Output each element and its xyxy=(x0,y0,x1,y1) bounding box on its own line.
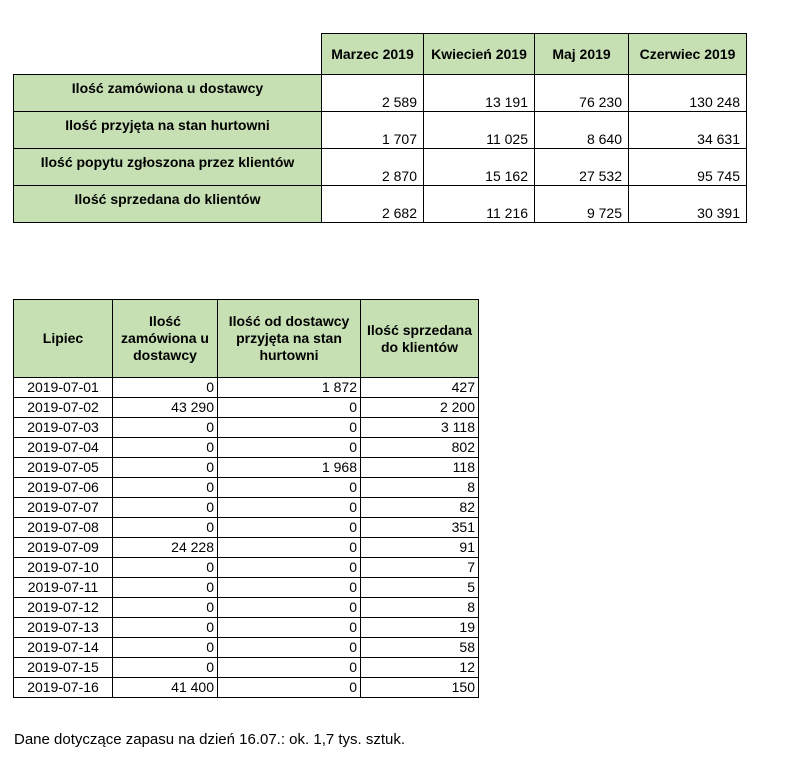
row-label: Ilość przyjęta na stan hurtowni xyxy=(14,112,322,149)
date-cell: 2019-07-04 xyxy=(14,438,113,458)
table-row xyxy=(14,558,479,578)
value-cell: 58 xyxy=(361,638,479,658)
value-cell: 8 xyxy=(361,598,479,618)
table-row xyxy=(14,418,479,438)
value-cell: 0 xyxy=(113,438,218,458)
value-cell: 130 248 xyxy=(629,75,747,112)
value-cell: 19 xyxy=(361,618,479,638)
table-row xyxy=(14,438,479,458)
value-cell: 13 191 xyxy=(424,75,535,112)
column-header: Czerwiec 2019 xyxy=(629,34,747,75)
value-cell: 41 400 xyxy=(113,678,218,698)
table-row xyxy=(14,458,479,478)
summary-row xyxy=(14,112,747,149)
table-row xyxy=(14,658,479,678)
value-cell: 0 xyxy=(113,378,218,398)
value-cell: 1 872 xyxy=(218,378,361,398)
value-cell: 15 162 xyxy=(424,149,535,186)
value-cell: 0 xyxy=(218,598,361,618)
table-row xyxy=(14,678,479,698)
value-cell: 0 xyxy=(218,578,361,598)
value-cell: 0 xyxy=(218,498,361,518)
value-cell: 150 xyxy=(361,678,479,698)
table-row xyxy=(14,638,479,658)
value-cell: 351 xyxy=(361,518,479,538)
value-cell: 9 725 xyxy=(535,186,629,223)
value-cell: 43 290 xyxy=(113,398,218,418)
monthly-summary-table xyxy=(13,33,747,223)
value-cell: 0 xyxy=(218,538,361,558)
value-cell: 0 xyxy=(113,478,218,498)
value-cell: 0 xyxy=(113,638,218,658)
date-cell: 2019-07-10 xyxy=(14,558,113,578)
value-cell: 0 xyxy=(113,558,218,578)
value-cell: 2 682 xyxy=(322,186,424,223)
value-cell: 3 118 xyxy=(361,418,479,438)
summary-row xyxy=(14,186,747,223)
table-row xyxy=(14,378,479,398)
table-row xyxy=(14,618,479,638)
summary-header-row xyxy=(14,34,747,75)
date-cell: 2019-07-03 xyxy=(14,418,113,438)
daily-table-body xyxy=(14,378,479,698)
value-cell: 5 xyxy=(361,578,479,598)
value-cell: 0 xyxy=(218,418,361,438)
value-cell: 8 640 xyxy=(535,112,629,149)
summary-row xyxy=(14,149,747,186)
value-cell: 118 xyxy=(361,458,479,478)
july-daily-table xyxy=(13,299,479,698)
value-cell: 91 xyxy=(361,538,479,558)
value-cell: 8 xyxy=(361,478,479,498)
value-cell: 82 xyxy=(361,498,479,518)
row-label: Ilość popytu zgłoszona przez klientów xyxy=(14,149,322,186)
daily-header-row xyxy=(14,300,479,378)
column-header: Maj 2019 xyxy=(535,34,629,75)
value-cell: 0 xyxy=(113,418,218,438)
value-cell: 1 707 xyxy=(322,112,424,149)
value-cell: 11 025 xyxy=(424,112,535,149)
value-cell: 34 631 xyxy=(629,112,747,149)
value-cell: 7 xyxy=(361,558,479,578)
value-cell: 0 xyxy=(218,518,361,538)
value-cell: 11 216 xyxy=(424,186,535,223)
summary-row xyxy=(14,75,747,112)
value-cell: 0 xyxy=(218,558,361,578)
value-cell: 12 xyxy=(361,658,479,678)
value-cell: 30 391 xyxy=(629,186,747,223)
date-cell: 2019-07-06 xyxy=(14,478,113,498)
value-cell: 0 xyxy=(218,398,361,418)
value-cell: 2 589 xyxy=(322,75,424,112)
value-cell: 0 xyxy=(113,498,218,518)
date-cell: 2019-07-14 xyxy=(14,638,113,658)
table-row xyxy=(14,518,479,538)
value-cell: 0 xyxy=(218,618,361,638)
value-cell: 0 xyxy=(218,438,361,458)
column-header: Ilość sprzedana do klientów xyxy=(361,300,479,378)
date-cell: 2019-07-05 xyxy=(14,458,113,478)
stock-note: Dane dotyczące zapasu na dzień 16.07.: ok. 1,7 tys. sztuk. xyxy=(14,731,406,748)
value-cell: 1 968 xyxy=(218,458,361,478)
column-header: Ilość zamówiona u dostawcy xyxy=(113,300,218,378)
value-cell: 0 xyxy=(218,658,361,678)
column-header: Ilość od dostawcy przyjęta na stan hurtowni xyxy=(218,300,361,378)
date-cell: 2019-07-15 xyxy=(14,658,113,678)
date-cell: 2019-07-16 xyxy=(14,678,113,698)
table-row xyxy=(14,498,479,518)
date-cell: 2019-07-07 xyxy=(14,498,113,518)
table-row xyxy=(14,578,479,598)
value-cell: 0 xyxy=(113,618,218,638)
empty-corner-cell xyxy=(14,34,322,75)
table-row xyxy=(14,398,479,418)
value-cell: 0 xyxy=(218,478,361,498)
table-row xyxy=(14,478,479,498)
value-cell: 0 xyxy=(218,678,361,698)
value-cell: 427 xyxy=(361,378,479,398)
column-header: Kwiecień 2019 xyxy=(424,34,535,75)
row-label: Ilość sprzedana do klientów xyxy=(14,186,322,223)
value-cell: 0 xyxy=(113,518,218,538)
value-cell: 24 228 xyxy=(113,538,218,558)
date-cell: 2019-07-12 xyxy=(14,598,113,618)
value-cell: 27 532 xyxy=(535,149,629,186)
date-cell: 2019-07-09 xyxy=(14,538,113,558)
value-cell: 0 xyxy=(113,658,218,678)
value-cell: 2 870 xyxy=(322,149,424,186)
value-cell: 802 xyxy=(361,438,479,458)
value-cell: 95 745 xyxy=(629,149,747,186)
table-row xyxy=(14,598,479,618)
table-row xyxy=(14,538,479,558)
date-cell: 2019-07-02 xyxy=(14,398,113,418)
value-cell: 2 200 xyxy=(361,398,479,418)
column-header: Lipiec xyxy=(14,300,113,378)
value-cell: 0 xyxy=(113,578,218,598)
value-cell: 76 230 xyxy=(535,75,629,112)
date-cell: 2019-07-13 xyxy=(14,618,113,638)
date-cell: 2019-07-01 xyxy=(14,378,113,398)
value-cell: 0 xyxy=(113,598,218,618)
row-label: Ilość zamówiona u dostawcy xyxy=(14,75,322,112)
column-header: Marzec 2019 xyxy=(322,34,424,75)
date-cell: 2019-07-08 xyxy=(14,518,113,538)
value-cell: 0 xyxy=(113,458,218,478)
value-cell: 0 xyxy=(218,638,361,658)
date-cell: 2019-07-11 xyxy=(14,578,113,598)
